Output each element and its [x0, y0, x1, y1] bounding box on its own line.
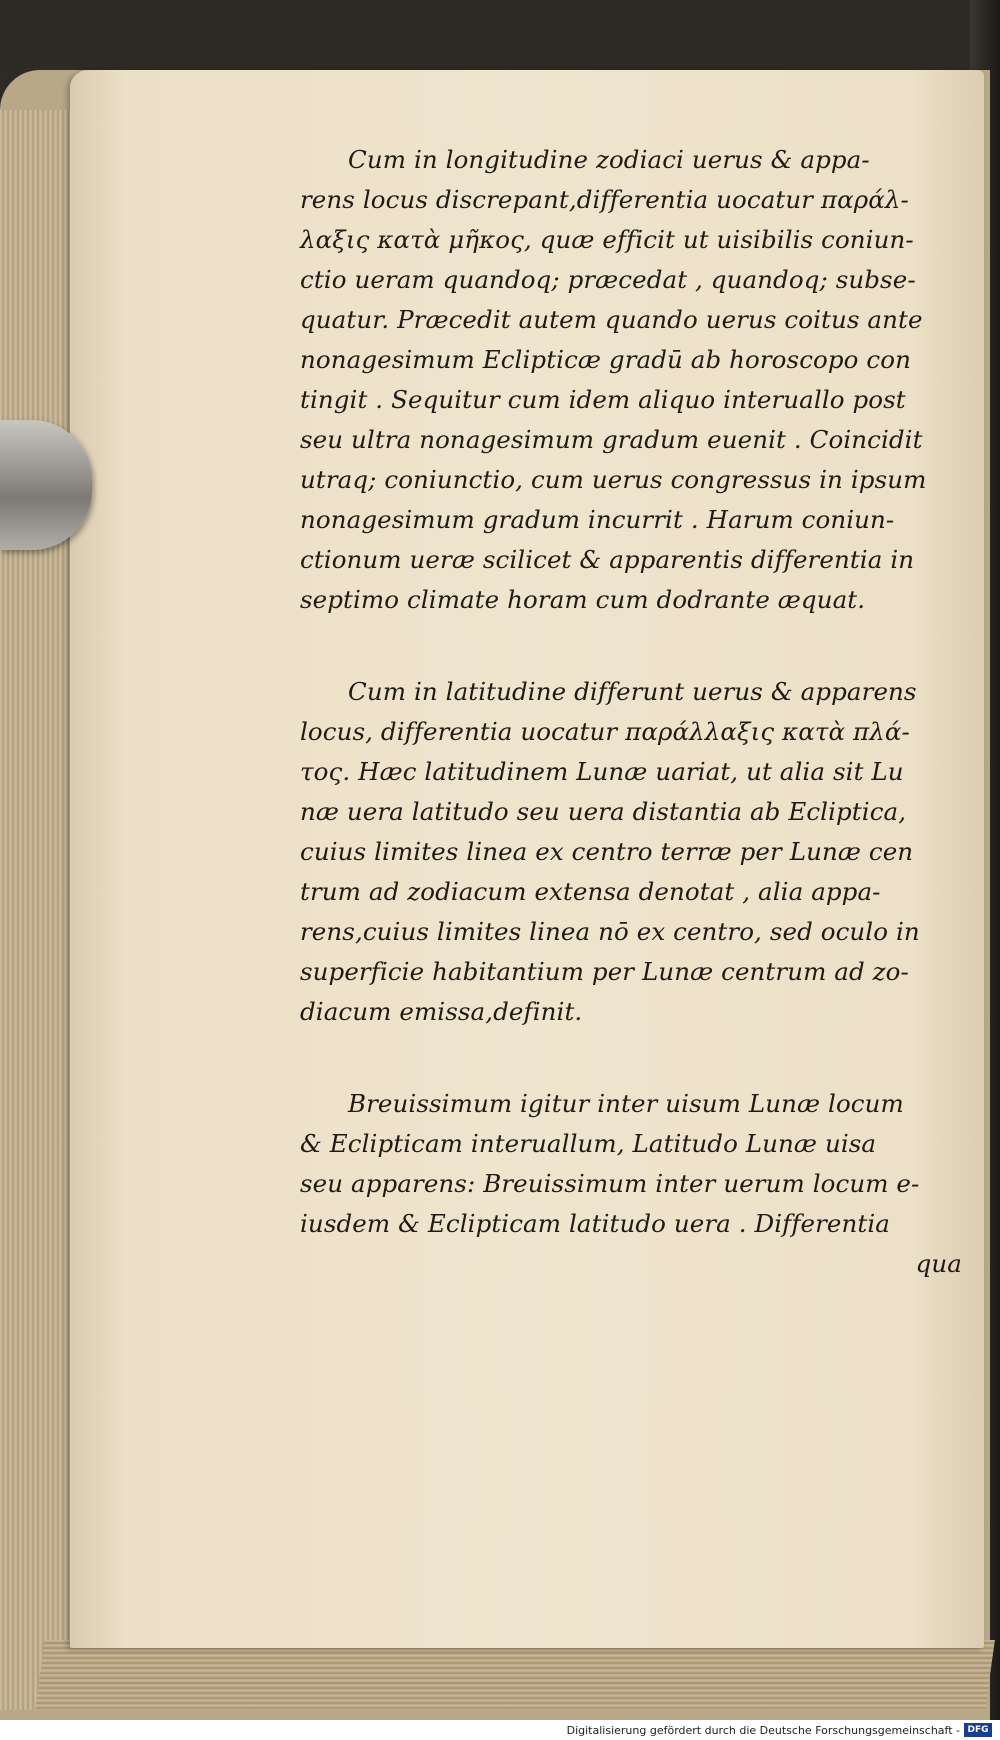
text-line: quatur. Præcedit autem quando uerus coitus ante: [300, 305, 923, 334]
paragraph-gap: [300, 620, 970, 672]
text-line: rens,cuius limites linea nō ex centro, sed oculo in: [300, 917, 920, 946]
text-line: superficie habitantium per Lunæ centrum ad zo-: [300, 957, 909, 986]
footer-credit: Digitalisierung gefördert durch die Deutsche Forschungsgemeinschaft -: [566, 1724, 960, 1737]
paragraph-1: [300, 140, 970, 620]
catchword: qua: [915, 1249, 962, 1278]
text-line: rens locus discrepant,differentia uocatur παράλ-: [300, 185, 909, 214]
text-line: locus, differentia uocatur παράλλαξις κατὰ πλά-: [300, 717, 910, 746]
text-line: nonagesimum gradum incurrit . Harum coniun-: [300, 505, 895, 534]
text-line: seu apparens: Breuissimum inter uerum locum e-: [300, 1169, 920, 1198]
text-line: iusdem & Eclipticam latitudo uera . Differentia: [300, 1209, 890, 1238]
text-line: nonagesimum Eclipticæ gradū ab horoscopo con: [300, 345, 911, 374]
paragraph-2: [300, 672, 970, 1032]
text-line: tingit . Sequitur cum idem aliquo interuallo post: [300, 385, 906, 414]
text-line: diacum emissa,definit.: [300, 997, 583, 1026]
paragraph-3: [300, 1084, 970, 1284]
text-line: utraq; coniunctio, cum uerus congressus in ipsum: [300, 465, 927, 494]
text-line: λαξις κατὰ μῆκος, quæ efficit ut uisibilis coniun-: [300, 225, 914, 254]
page-text: [300, 140, 970, 1284]
text-line: trum ad zodiacum extensa denotat , alia appa-: [300, 877, 881, 906]
text-line: næ uera latitudo seu uera distantia ab Ecliptica,: [300, 797, 907, 826]
text-line: septimo climate horam cum dodrante æquat.: [300, 585, 866, 614]
paragraph-gap: [300, 1032, 970, 1084]
page-edges-bottom: [35, 1640, 995, 1710]
text-line: τος. Hæc latitudinem Lunæ uariat, ut alia sit Lu: [300, 757, 904, 786]
text-line: cuius limites linea ex centro terræ per Lunæ cen: [300, 837, 914, 866]
text-line: ctio ueram quandoq; præcedat , quandoq; subse-: [300, 265, 916, 294]
text-line: seu ultra nonagesimum gradum euenit . Coincidit: [300, 425, 923, 454]
text-line: ctionum ueræ scilicet & apparentis differentia in: [300, 545, 915, 574]
dfg-logo-icon: DFG: [964, 1723, 992, 1737]
text-line: Breuissimum igitur inter uisum Lunæ locum: [348, 1089, 904, 1118]
text-line: Cum in latitudine differunt uerus & apparens: [348, 677, 917, 706]
text-line: & Eclipticam interuallum, Latitudo Lunæ uisa: [300, 1129, 877, 1158]
text-line: Cum in longitudine zodiaci uerus & appa-: [348, 145, 870, 174]
